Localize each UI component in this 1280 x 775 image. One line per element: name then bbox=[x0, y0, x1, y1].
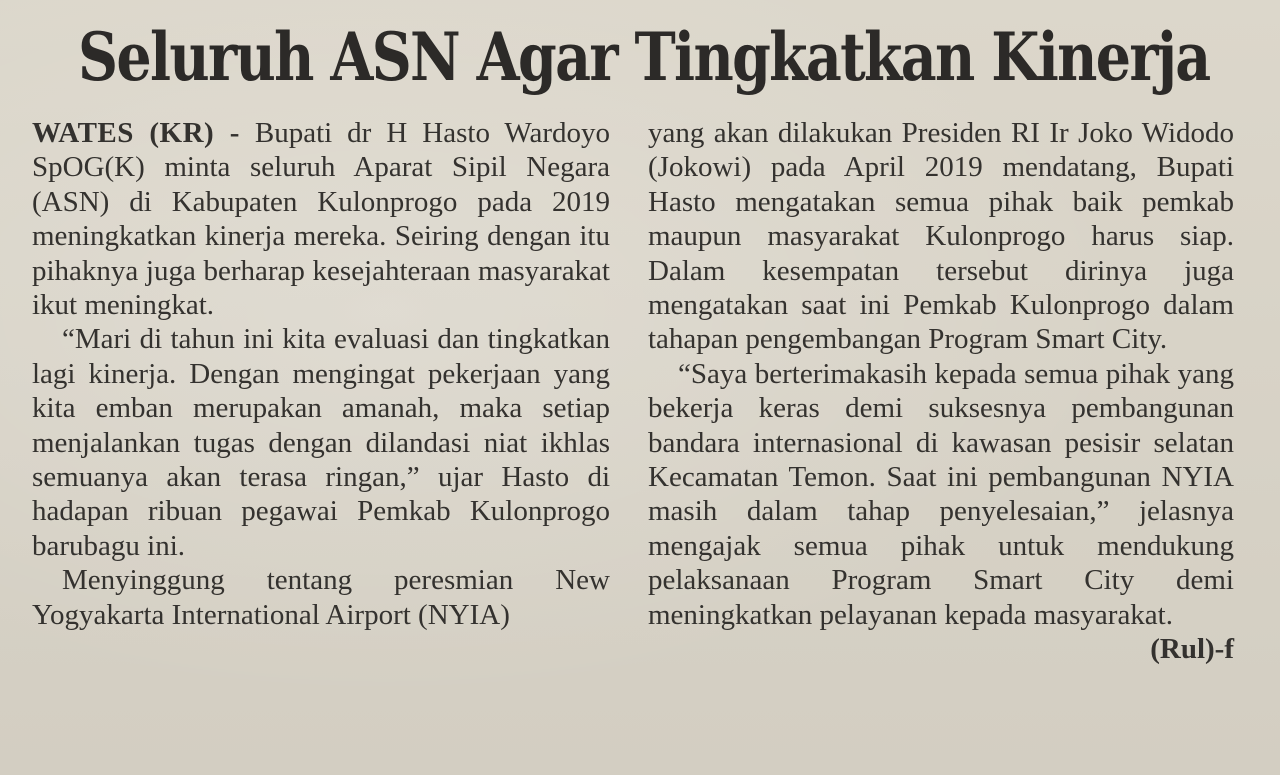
article-paragraph: Menyinggung tentang peresmian New Yogyakarta International Airport (NYIA) bbox=[32, 564, 610, 631]
article-paragraph bbox=[648, 357, 1234, 666]
article-headline: Seluruh ASN Agar Tingkatkan Kinerja bbox=[78, 18, 1210, 96]
article-paragraph: yang akan dilakukan Presiden RI Ir Joko Widodo (Jokowi) pada April 2019 mendatang, Bupati Hasto mengatakan semua pihak baik pemkab maupun masyarakat Kulonprogo harus siap. Dalam kesempatan tersebut dirinya juga mengatakan saat ini Pemkab Kulonprogo dalam tahapan pengembangan Program Smart City. bbox=[648, 117, 1234, 356]
article-paragraph bbox=[32, 116, 610, 322]
paragraph-text: “Saya berterimakasih kepada semua pihak yang bekerja keras demi suksesnya pembangunan bandara internasional di kawasan pesisir selatan Kecamatan Temon. Saat ini pembangunan NYIA masih dalam tahap penyelesaian,” jelasnya mengajak semua pihak untuk mendukung pelaksanaan Program Smart City demi meningkatkan pelayanan kepada masyarakat. bbox=[648, 357, 1234, 631]
article-paragraph: “Mari di tahun ini kita evaluasi dan tingkatkan lagi kinerja. Dengan mengingat pekerjaan yang kita emban merupakan amanah, maka setiap menjalankan tugas dengan dilandasi niat ikhlas semuanya akan terasa ringan,” ujar Hasto di hadapan ribuan pegawai Pemkab Kulonprogo barubagu ini. bbox=[32, 323, 610, 562]
dateline: WATES (KR) - bbox=[32, 117, 240, 149]
article-column-left bbox=[32, 116, 610, 632]
paragraph-text: Bupati dr H Hasto Wardoyo SpOG(K) minta seluruh Aparat Sipil Negara (ASN) di Kabupaten Kulonprogo pada 2019 meningkatkan kinerja mereka. Seiring dengan itu pihaknya juga berharap kesejahteraan masyarakat ikut meningkat. bbox=[32, 117, 610, 322]
article-column-right bbox=[648, 116, 1234, 667]
author-signoff: (Rul)-f bbox=[1150, 633, 1234, 666]
